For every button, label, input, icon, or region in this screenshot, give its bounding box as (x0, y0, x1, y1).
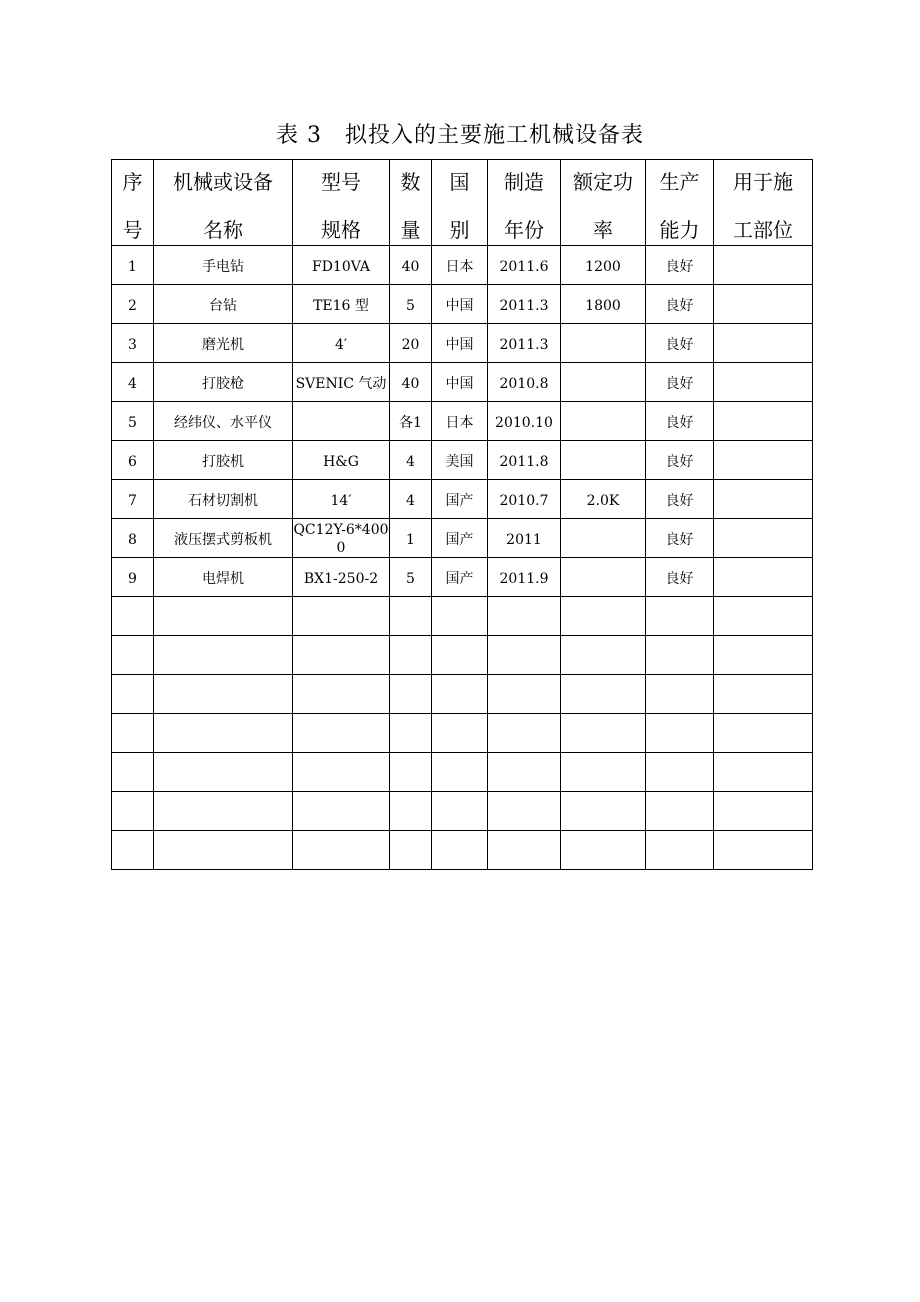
empty-cell (646, 792, 714, 831)
empty-cell (432, 753, 488, 792)
cell-power (561, 519, 646, 558)
cell-name: 电焊机 (154, 558, 293, 597)
header-country: 国 别 (432, 160, 488, 246)
cell-year: 2010.10 (488, 402, 561, 441)
empty-cell (488, 753, 561, 792)
table-title: 表 3 拟投入的主要施工机械设备表 (276, 123, 644, 148)
cell-model: 4′ (293, 324, 390, 363)
empty-cell (488, 597, 561, 636)
cell-name: 磨光机 (154, 324, 293, 363)
empty-cell (112, 597, 154, 636)
cell-model: H&G (293, 441, 390, 480)
empty-row (112, 714, 813, 753)
empty-cell (646, 831, 714, 870)
empty-cell (488, 714, 561, 753)
cell-no: 8 (112, 519, 154, 558)
cell-model (293, 402, 390, 441)
empty-cell (112, 792, 154, 831)
empty-cell (488, 636, 561, 675)
empty-cell (646, 597, 714, 636)
empty-cell (112, 831, 154, 870)
empty-cell (112, 714, 154, 753)
empty-cell (154, 675, 293, 714)
empty-cell (488, 792, 561, 831)
cell-country: 中国 (432, 363, 488, 402)
empty-cell (154, 792, 293, 831)
cell-power: 1200 (561, 246, 646, 285)
cell-capacity: 良好 (646, 480, 714, 519)
empty-cell (488, 831, 561, 870)
cell-usage (714, 441, 813, 480)
empty-row (112, 597, 813, 636)
empty-cell (112, 636, 154, 675)
cell-name: 经纬仪、水平仪 (154, 402, 293, 441)
cell-power (561, 363, 646, 402)
cell-capacity: 良好 (646, 285, 714, 324)
empty-cell (390, 597, 432, 636)
header-no: 序 号 (112, 160, 154, 246)
cell-qty: 40 (390, 246, 432, 285)
table-row (112, 558, 813, 597)
empty-cell (646, 675, 714, 714)
cell-year: 2011.9 (488, 558, 561, 597)
empty-cell (646, 636, 714, 675)
empty-cell (561, 597, 646, 636)
empty-cell (432, 675, 488, 714)
empty-cell (714, 753, 813, 792)
cell-country: 日本 (432, 246, 488, 285)
cell-model: SVENIC 气动 (293, 363, 390, 402)
empty-row (112, 675, 813, 714)
cell-qty: 4 (390, 441, 432, 480)
cell-qty: 5 (390, 285, 432, 324)
empty-row (112, 831, 813, 870)
empty-cell (561, 714, 646, 753)
cell-no: 3 (112, 324, 154, 363)
cell-model: FD10VA (293, 246, 390, 285)
empty-cell (390, 831, 432, 870)
header-year: 制造 年份 (488, 160, 561, 246)
empty-cell (488, 675, 561, 714)
empty-cell (390, 714, 432, 753)
empty-cell (714, 831, 813, 870)
empty-cell (154, 753, 293, 792)
cell-country: 中国 (432, 324, 488, 363)
empty-cell (390, 675, 432, 714)
cell-usage (714, 558, 813, 597)
cell-year: 2010.7 (488, 480, 561, 519)
empty-cell (293, 636, 390, 675)
table-row (112, 402, 813, 441)
cell-no: 9 (112, 558, 154, 597)
cell-year: 2011.8 (488, 441, 561, 480)
cell-year: 2011.3 (488, 285, 561, 324)
empty-cell (561, 753, 646, 792)
empty-cell (390, 636, 432, 675)
header-row (112, 160, 813, 246)
cell-usage (714, 519, 813, 558)
cell-power (561, 558, 646, 597)
cell-name: 石材切割机 (154, 480, 293, 519)
cell-no: 5 (112, 402, 154, 441)
empty-cell (432, 597, 488, 636)
header-model: 型号 规格 (293, 160, 390, 246)
cell-usage (714, 324, 813, 363)
table-row (112, 324, 813, 363)
cell-power: 2.0K (561, 480, 646, 519)
empty-cell (561, 831, 646, 870)
cell-no: 2 (112, 285, 154, 324)
empty-cell (154, 597, 293, 636)
cell-country: 日本 (432, 402, 488, 441)
cell-usage (714, 285, 813, 324)
header-power: 额定功 率 (561, 160, 646, 246)
empty-cell (561, 636, 646, 675)
empty-cell (714, 714, 813, 753)
empty-cell (432, 792, 488, 831)
cell-model: 14′ (293, 480, 390, 519)
cell-country: 国产 (432, 558, 488, 597)
cell-usage (714, 363, 813, 402)
empty-cell (112, 753, 154, 792)
cell-name: 手电钻 (154, 246, 293, 285)
empty-cell (714, 675, 813, 714)
empty-cell (714, 597, 813, 636)
cell-year: 2011.3 (488, 324, 561, 363)
cell-name: 液压摆式剪板机 (154, 519, 293, 558)
empty-cell (293, 714, 390, 753)
cell-power (561, 402, 646, 441)
cell-model: TE16 型 (293, 285, 390, 324)
cell-capacity: 良好 (646, 324, 714, 363)
empty-cell (646, 753, 714, 792)
cell-qty: 各1 (390, 402, 432, 441)
empty-row (112, 753, 813, 792)
empty-cell (714, 792, 813, 831)
empty-cell (112, 675, 154, 714)
cell-no: 7 (112, 480, 154, 519)
cell-country: 国产 (432, 519, 488, 558)
empty-cell (432, 831, 488, 870)
cell-usage (714, 480, 813, 519)
cell-model: BX1-250-2 (293, 558, 390, 597)
empty-cell (293, 831, 390, 870)
header-name: 机械或设备 名称 (154, 160, 293, 246)
cell-capacity: 良好 (646, 441, 714, 480)
cell-qty: 40 (390, 363, 432, 402)
cell-capacity: 良好 (646, 519, 714, 558)
table-row (112, 519, 813, 558)
empty-cell (432, 636, 488, 675)
equipment-table (111, 159, 813, 870)
cell-power (561, 441, 646, 480)
empty-cell (293, 753, 390, 792)
table-row (112, 363, 813, 402)
empty-row (112, 636, 813, 675)
cell-qty: 1 (390, 519, 432, 558)
header-capacity: 生产 能力 (646, 160, 714, 246)
empty-cell (646, 714, 714, 753)
empty-cell (714, 636, 813, 675)
cell-name: 打胶枪 (154, 363, 293, 402)
empty-cell (293, 675, 390, 714)
empty-cell (561, 675, 646, 714)
empty-cell (390, 753, 432, 792)
cell-qty: 5 (390, 558, 432, 597)
cell-capacity: 良好 (646, 558, 714, 597)
cell-no: 1 (112, 246, 154, 285)
cell-name: 打胶机 (154, 441, 293, 480)
empty-cell (154, 714, 293, 753)
cell-no: 6 (112, 441, 154, 480)
cell-country: 美国 (432, 441, 488, 480)
cell-year: 2010.8 (488, 363, 561, 402)
table-row (112, 480, 813, 519)
cell-capacity: 良好 (646, 363, 714, 402)
cell-usage (714, 246, 813, 285)
empty-cell (154, 831, 293, 870)
cell-capacity: 良好 (646, 246, 714, 285)
cell-country: 中国 (432, 285, 488, 324)
table-row (112, 285, 813, 324)
empty-cell (154, 636, 293, 675)
cell-year: 2011 (488, 519, 561, 558)
empty-row (112, 792, 813, 831)
cell-country: 国产 (432, 480, 488, 519)
table-row (112, 246, 813, 285)
empty-cell (561, 792, 646, 831)
table-row (112, 441, 813, 480)
cell-capacity: 良好 (646, 402, 714, 441)
empty-cell (293, 597, 390, 636)
cell-power (561, 324, 646, 363)
empty-cell (293, 792, 390, 831)
cell-qty: 20 (390, 324, 432, 363)
cell-year: 2011.6 (488, 246, 561, 285)
cell-name: 台钻 (154, 285, 293, 324)
header-usage: 用于施 工部位 (714, 160, 813, 246)
header-qty: 数 量 (390, 160, 432, 246)
cell-no: 4 (112, 363, 154, 402)
cell-power: 1800 (561, 285, 646, 324)
empty-cell (390, 792, 432, 831)
cell-model: QC12Y-6*4000 (293, 519, 390, 558)
cell-usage (714, 402, 813, 441)
empty-cell (432, 714, 488, 753)
cell-qty: 4 (390, 480, 432, 519)
